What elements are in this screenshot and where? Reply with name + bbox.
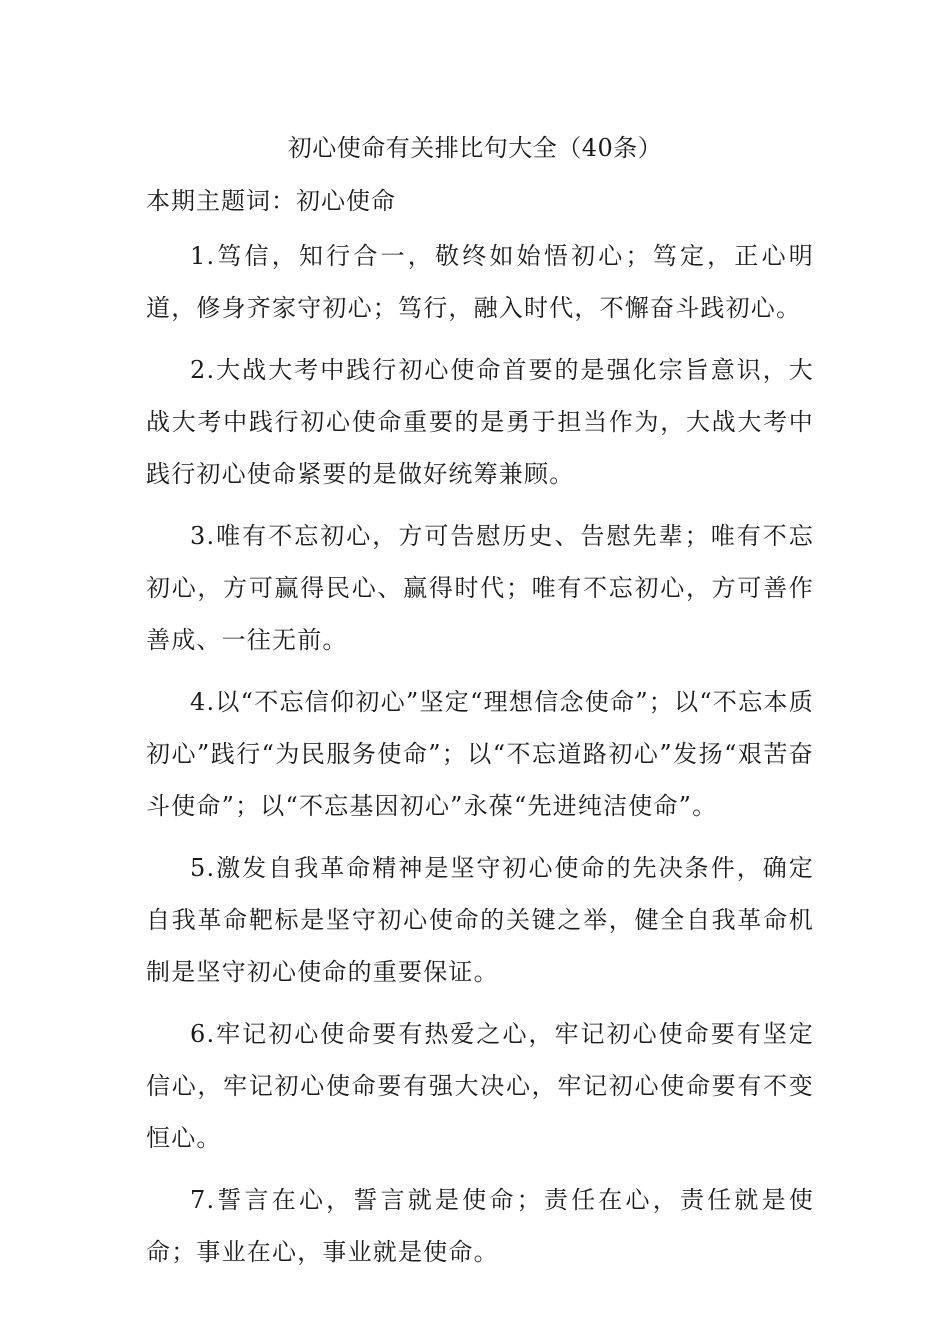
list-item: 1.笃信，知行合一，敬终如始悟初心；笃定，正心明道，修身齐家守初心；笃行，融入时代，不懈奋斗践初心。 [146, 242, 814, 322]
list-item: 3.唯有不忘初心，方可告慰历史、告慰先辈；唯有不忘初心，方可赢得民心、赢得时代；唯有不忘初心，方可善作善成、一往无前。 [146, 522, 814, 654]
list-item: 7.誓言在心，誓言就是使命；责任在心，责任就是使命；事业在心，事业就是使命。 [146, 1186, 814, 1266]
list-item: 2.大战大考中践行初心使命首要的是强化宗旨意识，大战大考中践行初心使命重要的是勇于担当作为，大战大考中践行初心使命紧要的是做好统筹兼顾。 [146, 356, 814, 488]
subject-line: 本期主题词：初心使命 [146, 187, 396, 215]
list-item: 4.以“不忘信仰初心”坚定“理想信念使命”；以“不忘本质初心”践行“为民服务使命”；以“不忘道路初心”发扬“艰苦奋斗使命”；以“不忘基因初心”永葆“先进纯洁使命”。 [146, 688, 814, 820]
item-list [146, 230, 814, 1288]
list-item: 5.激发自我革命精神是坚守初心使命的先决条件，确定自我革命靶标是坚守初心使命的关键之举，健全自我革命机制是坚守初心使命的重要保证。 [146, 854, 814, 986]
document-title: 初心使命有关排比句大全（40条） [287, 134, 663, 162]
list-item: 6.牢记初心使命要有热爱之心，牢记初心使命要有坚定信心，牢记初心使命要有强大决心，牢记初心使命要有不变恒心。 [146, 1020, 814, 1152]
